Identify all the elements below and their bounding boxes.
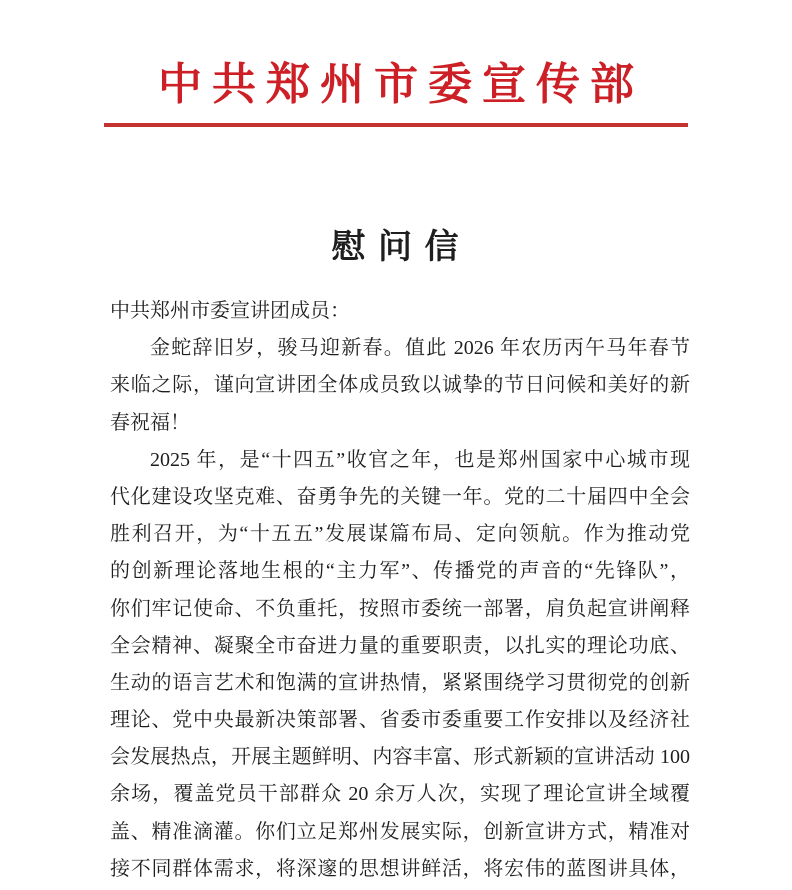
- letter-body: [110, 293, 690, 888]
- body-line: 的创新理论落地生根的“主力军”、传播党的声音的“先锋队”，: [110, 560, 690, 583]
- body-line: 中共郑州市委宣讲团成员：: [110, 300, 350, 322]
- body-line: 接不同群体需求，将深邃的思想讲鲜活，将宏伟的蓝图讲具体，: [110, 857, 690, 880]
- body-line: 来临之际，谨向宣讲团全体成员致以诚挚的节日问候和美好的新: [110, 374, 690, 397]
- body-line: 全会精神、凝聚全市奋进力量的重要职责，以扎实的理论功底、: [110, 634, 690, 657]
- body-line: 代化建设攻坚克难、奋勇争先的关键一年。党的二十届四中全会: [110, 485, 690, 508]
- letterhead: [0, 48, 792, 112]
- body-line: 金蛇辞旧岁，骏马迎新春。值此 2026 年农历丙午马年春节: [150, 337, 690, 360]
- body-line: 盖、精准滴灌。你们立足郑州发展实际，创新宣讲方式，精准对: [110, 820, 690, 843]
- letterhead-title: 中共郑州市委宣传部: [158, 60, 644, 109]
- body-line: 你们牢记使命、不负重托，按照市委统一部署，肩负起宣讲阐释: [110, 597, 690, 620]
- body-line: 2025 年，是“十四五”收官之年，也是郑州国家中心城市现: [150, 448, 690, 471]
- body-line: 理论、党中央最新决策部署、省委市委重要工作安排以及经济社: [110, 709, 690, 732]
- body-line: 余场，覆盖党员干部群众 20 余万人次，实现了理论宣讲全域覆: [110, 783, 690, 806]
- body-line: 生动的语言艺术和饱满的宣讲热情，紧紧围绕学习贯彻党的创新: [110, 671, 690, 694]
- body-line: 胜利召开，为“十五五”发展谋篇布局、定向领航。作为推动党: [110, 523, 690, 546]
- body-line: 春祝福！: [110, 411, 190, 434]
- letterhead-divider: [104, 123, 688, 127]
- letter-title: 慰 问 信: [331, 229, 461, 266]
- body-line: 会发展热点，开展主题鲜明、内容丰富、形式新颖的宣讲活动 100: [110, 746, 690, 769]
